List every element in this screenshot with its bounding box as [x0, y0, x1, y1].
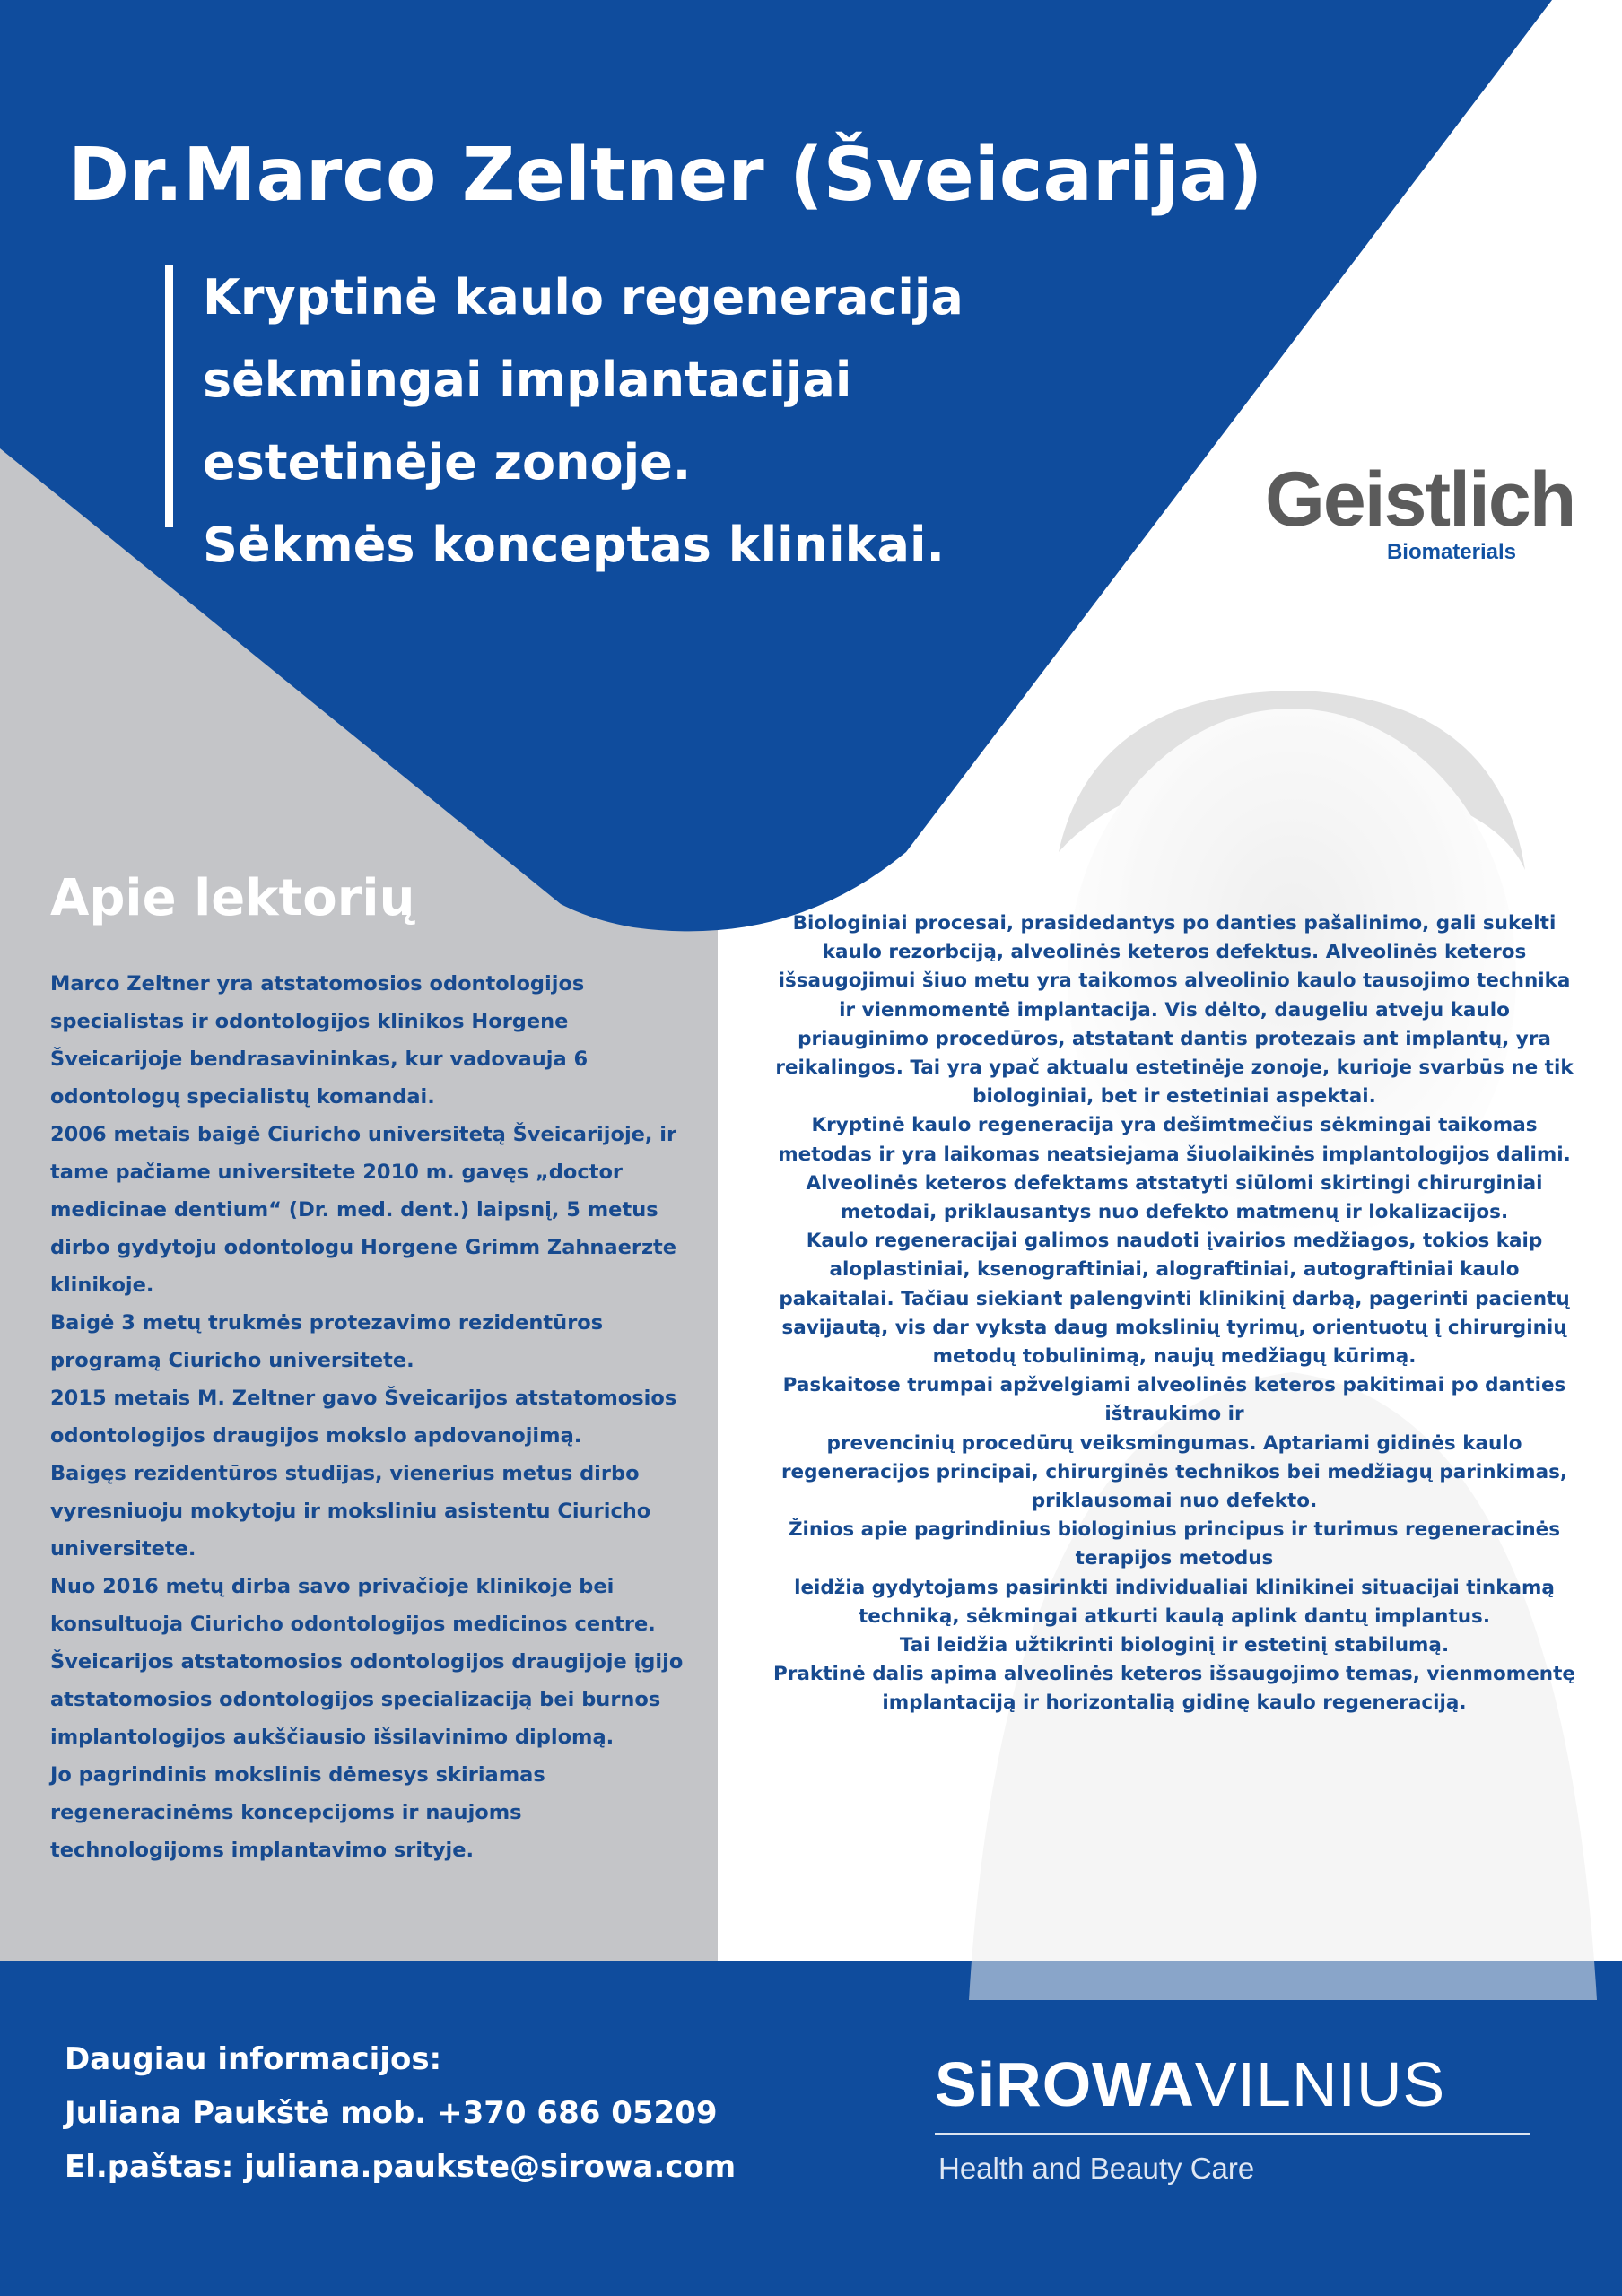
subtitle-line: estetinėje zonoje.	[203, 434, 692, 491]
sirowa-logo	[935, 2048, 1536, 2196]
sirowa-logo-brand	[935, 2048, 1536, 2120]
about-paragraph: Šveicarijos atstatomosios odontologijos draugijoje įgijo atstatomosios odontologijos specializaciją bei burnos implantologijos aukščiausio išsilavinimo diplomą.	[50, 1650, 684, 1749]
lecture-subtitle	[203, 257, 964, 587]
about-paragraph: Baigęs rezidentūros studijas, vienerius metus dirbo vyresniuoju mokytoju ir moksliniu asistentu Ciuricho universitete.	[50, 1462, 651, 1561]
about-paragraph: Nuo 2016 metų dirba savo privačioje klinikoje bei konsultuoja Ciuricho odontologijos medicinos centre.	[50, 1575, 656, 1636]
sirowa-logo-brand-thin: VILNIUS	[1194, 2049, 1446, 2119]
description-paragraph: Kryptinė kaulo regeneracija yra dešimtmečius sėkmingai taikomas metodas ir yra laikomas neatsiejama šiuolaikinės implantologijos dalimi. Alveolinės keteros defektams atstatyti siūlomi skirtingi chirurginiai metodai, priklausantys nuo defekto matmenų ir lokalizacijos.	[778, 1114, 1571, 1224]
subtitle-line: sėkmingai implantacijai	[203, 352, 852, 408]
about-paragraph: Baigė 3 metų trukmės protezavimo rezidentūros programą Ciuricho universitete.	[50, 1311, 604, 1372]
sirowa-logo-tagline: Health and Beauty Care	[938, 2152, 1255, 2185]
sirowa-logo-brand-bold: SiROWA	[935, 2049, 1195, 2119]
about-paragraph: Marco Zeltner yra atstatomosios odontologijos specialistas ir odontologijos klinikos Horgene Šveicarijoje bendrasavininkas, kur vadovauja 6 odontologų specialistų komandai.	[50, 972, 589, 1109]
geistlich-logo-name: Geistlich	[1265, 457, 1575, 543]
sirowa-logo-divider	[935, 2133, 1530, 2135]
about-paragraph: 2015 metais M. Zeltner gavo Šveicarijos atstatomosios odontologijos draugijos mokslo apdovanojimą.	[50, 1387, 677, 1448]
description-paragraph: Kaulo regeneracijai galimos naudoti įvairios medžiagos, tokios kaip aloplastiniai, ksenograftiniai, alograftiniai, autograftiniai kaulo pakaitalai. Tačiau siekiant palengvinti klinikinį darbą, pagerinti pacientų savijautą, vis dar vyksta daug mokslinių tyrimų, orientuotų į chirurginių metodų tobulinimą, naujų medžiagų kūrimą.	[779, 1230, 1570, 1369]
geistlich-logo-tagline: Biomaterials	[1386, 540, 1516, 564]
page-title: Dr.Marco Zeltner (Šveicarija)	[68, 133, 1263, 218]
subtitle-accent-bar	[165, 265, 173, 527]
about-paragraph: 2006 metais baigė Ciuricho universitetą Šveicarijoje, ir tame pačiame universitete 2010 m. gavęs „doctor medicinae dentium“ (Dr. med. dent.) laipsnį, 5 metus dirbo gydytoju odontologu Horgene Grimm Zahnaerzte klinikoje.	[50, 1123, 677, 1297]
subtitle-line: Kryptinė kaulo regeneracija	[203, 269, 964, 326]
description-paragraph: Paskaitose trumpai apžvelgiami alveolinės keteros pakitimai po danties ištraukimo ir	[782, 1374, 1566, 1426]
contact-info	[65, 2032, 736, 2194]
description-paragraph: Biologiniai procesai, prasidedantys po danties pašalinimo, gali sukelti kaulo rezorbciją, alveolinės keteros defektus. Alveolinės keteros išsaugojimui šiuo metu yra taikomos alveolinio kaulo tausojimo technika ir vienmomentė implantacija. Vis dėlto, daugeliu atveju kaulo priauginimo procedūros, atstatant dantis protezais ant implantų, yra reikalingos. Tai yra ypač aktualu estetinėje zonoje, kurioje svarbūs ne tik biologiniai, bet ir estetiniai aspektai.	[775, 912, 1574, 1109]
contact-email[interactable]: El.paštas: juliana.paukste@sirowa.com	[65, 2149, 737, 2185]
contact-label: Daugiau informacijos:	[65, 2041, 442, 2077]
lecture-description	[773, 909, 1575, 1718]
description-paragraph: Praktinė dalis apima alveolinės keteros išsaugojimo temas, vienmomentę implantaciją ir horizontalią gidinę kaulo regeneraciją.	[773, 1663, 1575, 1715]
about-text	[50, 965, 687, 1869]
geistlich-logo	[1265, 457, 1575, 565]
about-paragraph: Jo pagrindinis mokslinis dėmesys skiriamas regeneracinėms koncepcijoms ir naujoms technologijoms implantavimo srityje.	[50, 1763, 545, 1862]
description-paragraph: Žinios apie pagrindinius biologinius principus ir turimus regeneracinės terapijos metodus	[788, 1518, 1561, 1570]
about-heading: Apie lektorių	[50, 869, 415, 927]
subtitle-line: Sėkmės konceptas klinikai.	[203, 517, 946, 573]
description-paragraph: Tai leidžia užtikrinti biologinį ir estetinį stabilumą.	[899, 1634, 1450, 1657]
description-paragraph: prevencinių procedūrų veiksmingumas. Aptariami gidinės kaulo regeneracijos principai, chirurginės technikos bei medžiagų parinkimas, priklausomai nuo defekto.	[780, 1431, 1568, 1513]
contact-phone[interactable]: Juliana Paukštė mob. +370 686 05209	[65, 2095, 718, 2131]
description-paragraph: leidžia gydytojams pasirinkti individualiai klinikinei situacijai tinkamą techniką, sėkmingai atkurti kaulą aplink dantų implantus.	[794, 1576, 1555, 1628]
